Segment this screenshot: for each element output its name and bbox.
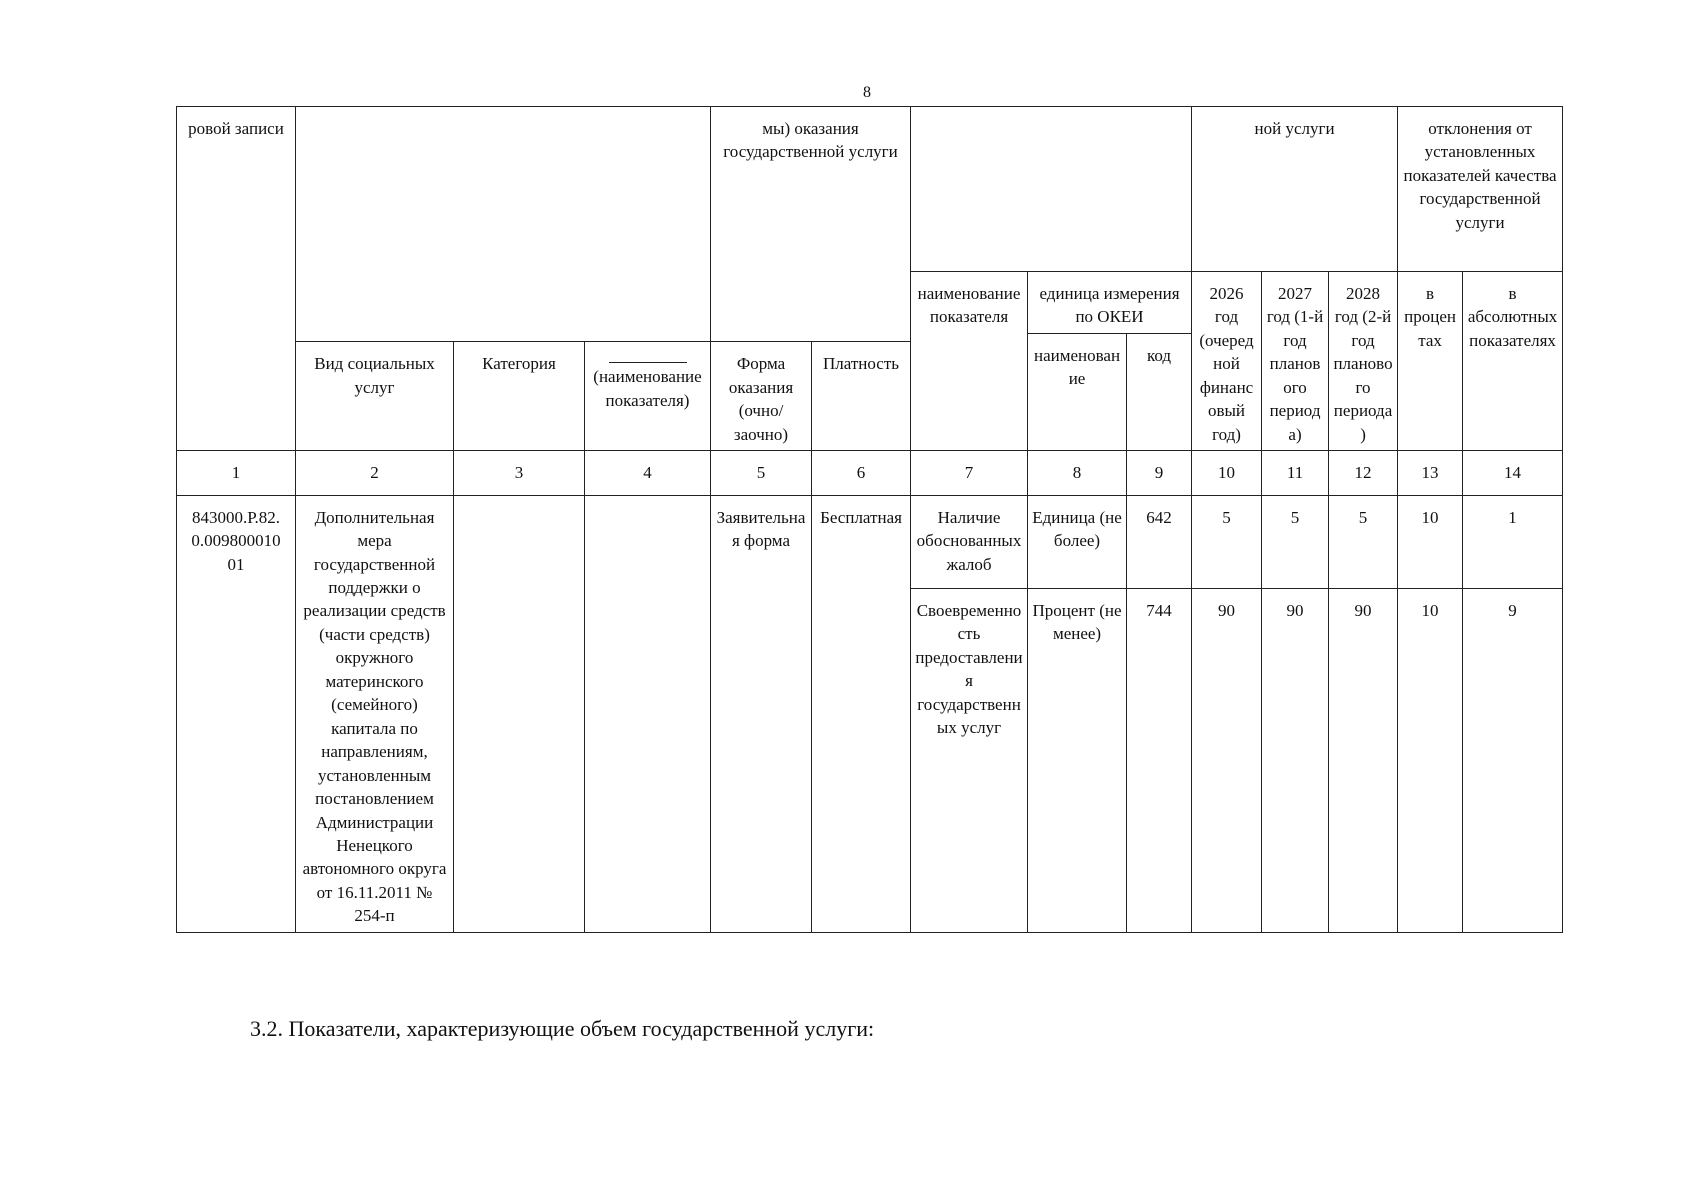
value-2026: 5 <box>1192 495 1262 588</box>
header-col1: ровой записи <box>177 107 296 342</box>
header-col9: код <box>1127 333 1192 450</box>
header-col12: 2028 год (2-й год планового периода) <box>1329 272 1398 451</box>
unit-code: 642 <box>1127 495 1192 588</box>
header-col7: наименование показателя <box>911 272 1028 451</box>
blank-underline <box>609 362 687 363</box>
section-heading: 3.2. Показатели, характеризующие объем государственной услуги: <box>250 1016 875 1041</box>
header-col4-label: (наименование показателя) <box>593 367 702 410</box>
col-number: 1 <box>177 451 296 495</box>
col-number: 10 <box>1192 451 1262 495</box>
col-number: 3 <box>454 451 585 495</box>
col-number: 13 <box>1398 451 1463 495</box>
header-col14: в абсолютных показателях <box>1463 272 1563 451</box>
col-number: 2 <box>296 451 454 495</box>
value-2026: 90 <box>1192 588 1262 932</box>
col-number: 11 <box>1262 451 1329 495</box>
header-cols10-12: ной услуги <box>1192 107 1398 272</box>
header-cols7-9-blank <box>911 107 1192 272</box>
header-col8: наименование <box>1028 333 1127 450</box>
header-cols13-14: отклонения от установленных показателей качества государственной услуги <box>1398 107 1563 272</box>
col-number: 6 <box>812 451 911 495</box>
header-col8-9: единица измерения по ОКЕИ <box>1028 272 1192 334</box>
page-number: 8 <box>863 84 871 101</box>
table-row <box>177 495 1563 588</box>
deviation-abs: 9 <box>1463 588 1563 932</box>
payment-cell: Бесплатная <box>812 495 911 932</box>
form-cell: Заявительная форма <box>711 495 812 932</box>
service-type: Дополнительная мера государственной поддержки о реализации средств (части средств) окружного материнского (семейного) капитала по направлениям, установленным постановлением Администрации Ненецкого автономного округа от 16.11.2011 № 254-п <box>296 495 454 932</box>
header-col13: в процентах <box>1398 272 1463 451</box>
header-col4 <box>585 342 711 451</box>
deviation-pct: 10 <box>1398 495 1463 588</box>
value-2028: 90 <box>1329 588 1398 932</box>
col-number: 5 <box>711 451 812 495</box>
unit-name: Процент (не менее) <box>1028 588 1127 932</box>
header-col5: Форма оказания (очно/заочно) <box>711 342 812 451</box>
unit-code: 744 <box>1127 588 1192 932</box>
col-number: 12 <box>1329 451 1398 495</box>
value-2027: 5 <box>1262 495 1329 588</box>
indicator-name: Наличие обоснованных жалоб <box>911 495 1028 588</box>
header-col11: 2027 год (1-й год планового периода) <box>1262 272 1329 451</box>
category-cell <box>454 495 585 932</box>
header-col2: Вид социальных услуг <box>296 342 454 451</box>
indicator-name: Своевременность предоставления государственных услуг <box>911 588 1028 932</box>
header-col10: 2026 год (очередной финансовый год) <box>1192 272 1262 451</box>
col-number: 8 <box>1028 451 1127 495</box>
col-number: 14 <box>1463 451 1563 495</box>
col-number: 4 <box>585 451 711 495</box>
indicator-cell <box>585 495 711 932</box>
header-col6: Платность <box>812 342 911 451</box>
deviation-abs: 1 <box>1463 495 1563 588</box>
col-number: 7 <box>911 451 1028 495</box>
col-number: 9 <box>1127 451 1192 495</box>
registry-number: 843000.Р.82. 0.009800010 01 <box>177 495 296 932</box>
deviation-pct: 10 <box>1398 588 1463 932</box>
header-cols5-6: мы) оказания государственной услуги <box>711 107 911 342</box>
header-col1-cont <box>177 342 296 451</box>
unit-name: Единица (не более) <box>1028 495 1127 588</box>
header-col3: Категория <box>454 342 585 451</box>
header-cols2-4-blank <box>296 107 711 342</box>
quality-indicators-table <box>176 106 1563 933</box>
value-2027: 90 <box>1262 588 1329 932</box>
value-2028: 5 <box>1329 495 1398 588</box>
